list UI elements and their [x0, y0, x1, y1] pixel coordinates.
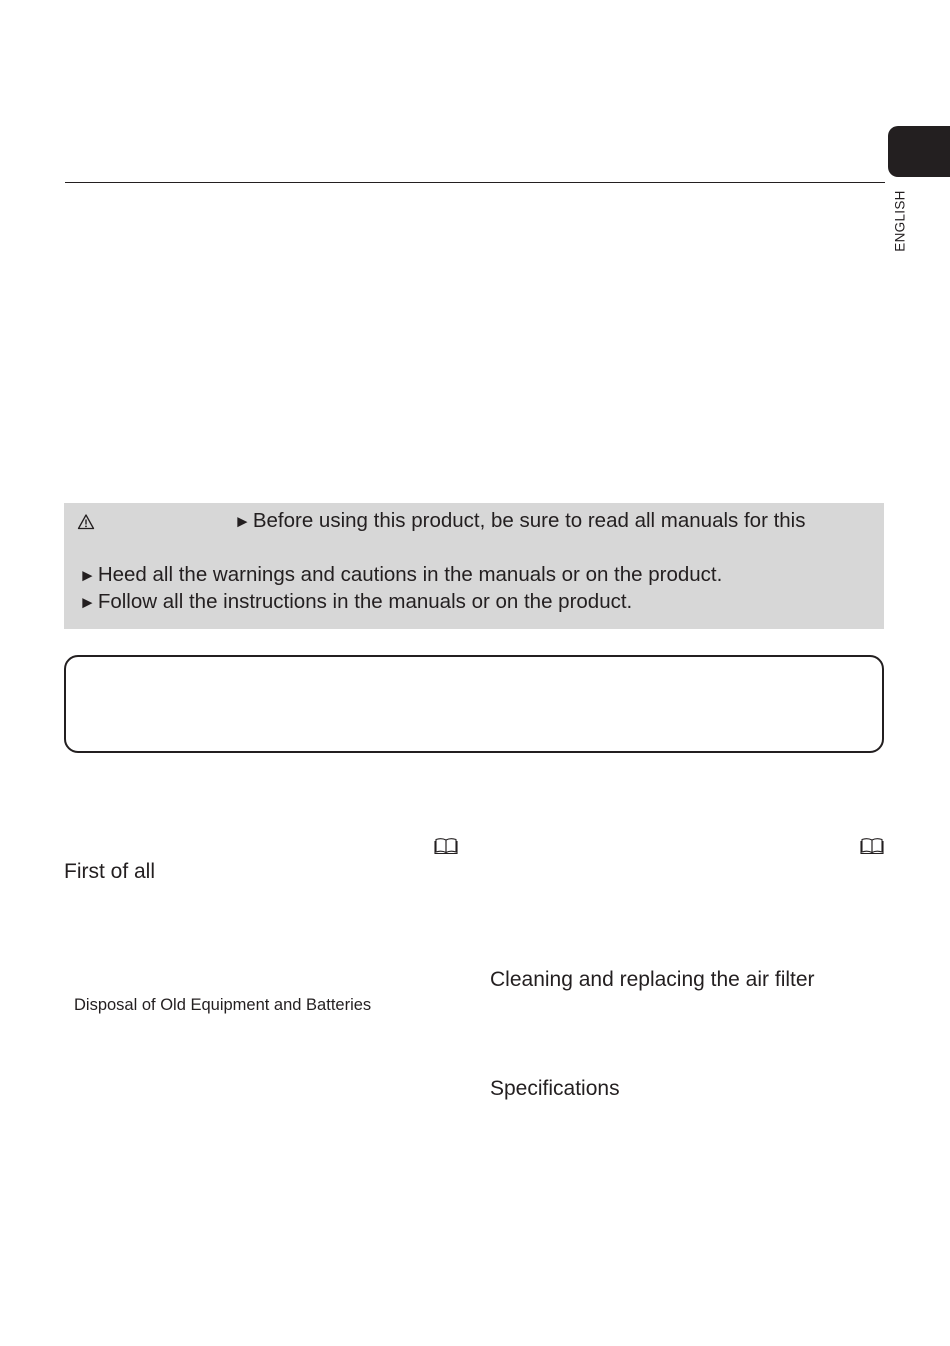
- language-label-text: ENGLISH: [892, 190, 908, 252]
- warning-line-read-manuals-text: Before using this product, be sure to read all manuals for this: [252, 509, 806, 532]
- toc-air-filter[interactable]: Cleaning and replacing the air filter: [490, 968, 815, 991]
- toc-first-of-all[interactable]: First of all: [64, 860, 156, 883]
- bullet-arrow-icon: ►: [79, 593, 96, 612]
- warning-line-read-manuals: [234, 509, 806, 534]
- book-icon: [860, 837, 884, 855]
- warning-line-follow-text: Follow all the instructions in the manuals or on the product.: [97, 590, 633, 613]
- book-icon: [434, 837, 458, 855]
- language-tab-label: [890, 186, 910, 256]
- warning-line-follow: [79, 590, 632, 615]
- bullet-arrow-icon: ►: [234, 512, 251, 531]
- warning-triangle-icon: [77, 513, 95, 531]
- toc-specifications[interactable]: Specifications: [490, 1077, 620, 1100]
- header-divider: [65, 182, 885, 183]
- warning-line-heed: [79, 563, 722, 588]
- language-tab-marker: [888, 126, 950, 177]
- notice-box: [64, 655, 884, 753]
- warning-box: [64, 503, 884, 629]
- warning-line-heed-text: Heed all the warnings and cautions in the manuals or on the product.: [97, 563, 723, 586]
- bullet-arrow-icon: ►: [79, 566, 96, 585]
- toc-disposal[interactable]: Disposal of Old Equipment and Batteries: [74, 996, 372, 1014]
